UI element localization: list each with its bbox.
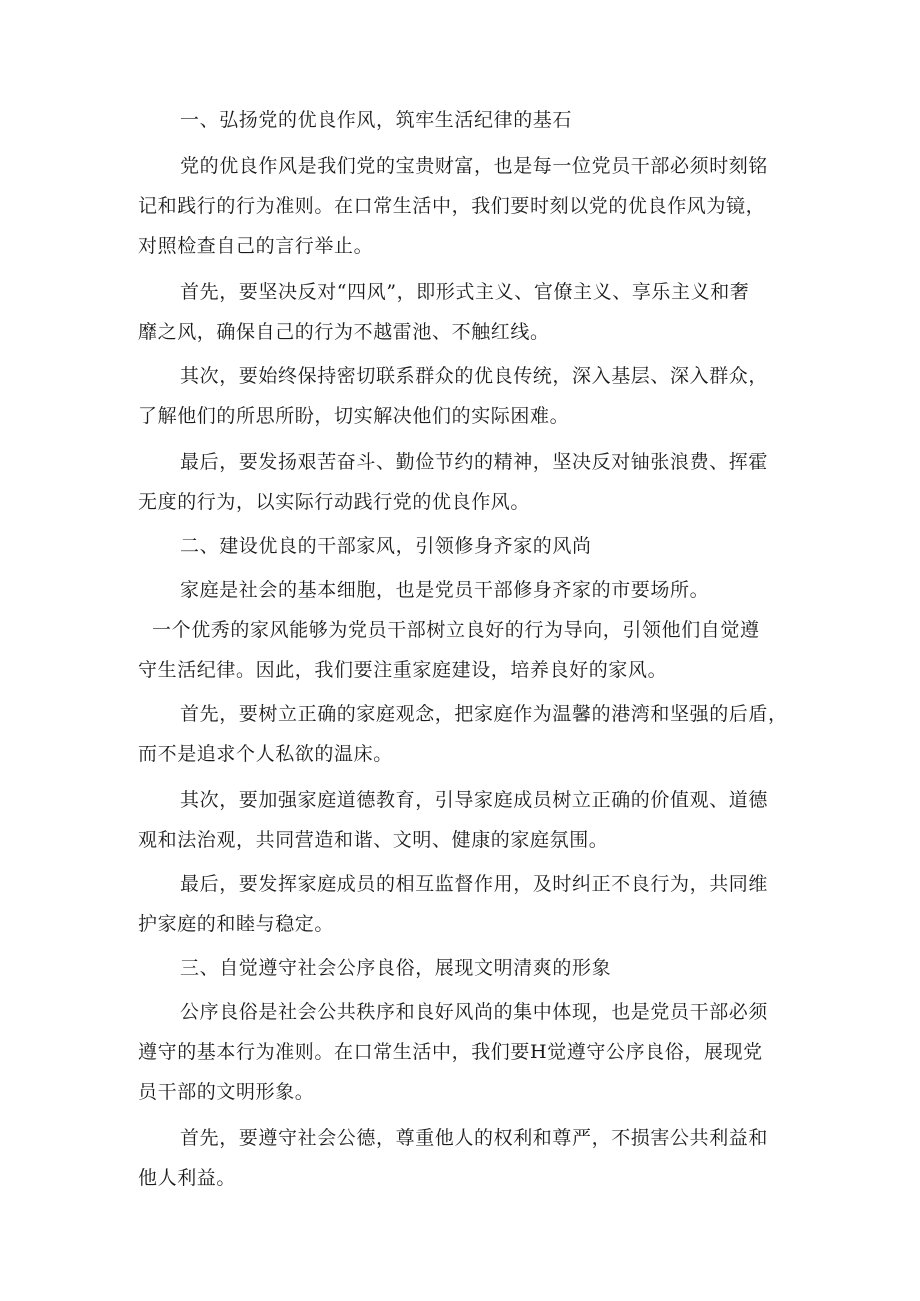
paragraph-line: 首先，要树立正确的家庭观念，把家庭作为温馨的港湾和坚强的后盾， — [180, 703, 788, 725]
paragraph-line: 最后，要发挥家庭成员的相互监督作用，及时纠正不良行为，共同维 — [180, 873, 769, 895]
paragraph-line: 最后，要发扬艰苦奋斗、勤俭节约的精神，坚决反对铀张浪费、挥霍 — [180, 451, 769, 473]
paragraph-line: 守生活纪律。因此，我们要注重家庭建设，培养良好的家风。 — [138, 659, 668, 681]
paragraph-line: 对照检查自己的言行举止。 — [138, 235, 374, 257]
paragraph-line: 首先，要遵守社会公德，尊重他人的权利和尊严，不损害公共利益和 — [180, 1127, 769, 1149]
paragraph-line: 员干部的文明形象。 — [138, 1081, 315, 1103]
heading-section-3: 三、自觉遵守社会公序良俗，展现文明清爽的形象 — [180, 957, 612, 979]
paragraph-line: 公序良俗是社会公共秩序和良好风尚的集中体现，也是党员干部必须 — [180, 1001, 769, 1023]
paragraph-line: 他人利益。 — [138, 1167, 237, 1189]
paragraph-line: 而不是追求个人私欲的温床。 — [138, 743, 393, 765]
paragraph-line: 家庭是社会的基本细胞，也是党员干部修身齐家的市要场所。 — [180, 579, 710, 601]
paragraph-line: 其次，要加强家庭道德教育，引导家庭成员树立正确的价值观、道德 — [180, 789, 769, 811]
paragraph-line: 遵守的基本行为准则。在口常生活中，我们要H觉遵守公序良俗，展现党 — [138, 1041, 763, 1063]
paragraph-line: 靡之风，确保自己的行为不越雷池、不触红线。 — [138, 321, 550, 343]
paragraph-line: 党的优良作风是我们党的宝贵财富，也是每一位党员干部必须时刻铭 — [180, 155, 769, 177]
paragraph-line: 护家庭的和睦与稳定。 — [138, 913, 335, 935]
paragraph-line: 观和法治观，共同营造和谐、文明、健康的家庭氛围。 — [138, 829, 609, 851]
heading-section-2: 二、建设优良的干部家风，引领修身齐家的风尚 — [180, 535, 592, 557]
paragraph-line: 了解他们的所思所盼，切实解决他们的实际困难。 — [138, 405, 570, 427]
heading-section-1: 一、弘扬党的优良作风，筑牢生活纪律的基石 — [180, 109, 573, 131]
paragraph-line: 记和践行的行为准则。在口常生活中，我们要时刻以党的优良作风为镜， — [138, 195, 766, 217]
paragraph-line: 无度的行为，以实际行动践行党的优良作风。 — [138, 491, 531, 513]
paragraph-line: 其次，要始终保持密切联系群众的优良传统，深入基层、深入群众， — [180, 365, 769, 387]
paragraph-line: 首先，要坚决反对“四风”，即形式主义、官僚主义、享乐主义和奢 — [180, 281, 750, 303]
paragraph-line: 一个优秀的家风能够为党员干部树立良好的行为导向，引领他们自觉遵 — [152, 619, 760, 641]
